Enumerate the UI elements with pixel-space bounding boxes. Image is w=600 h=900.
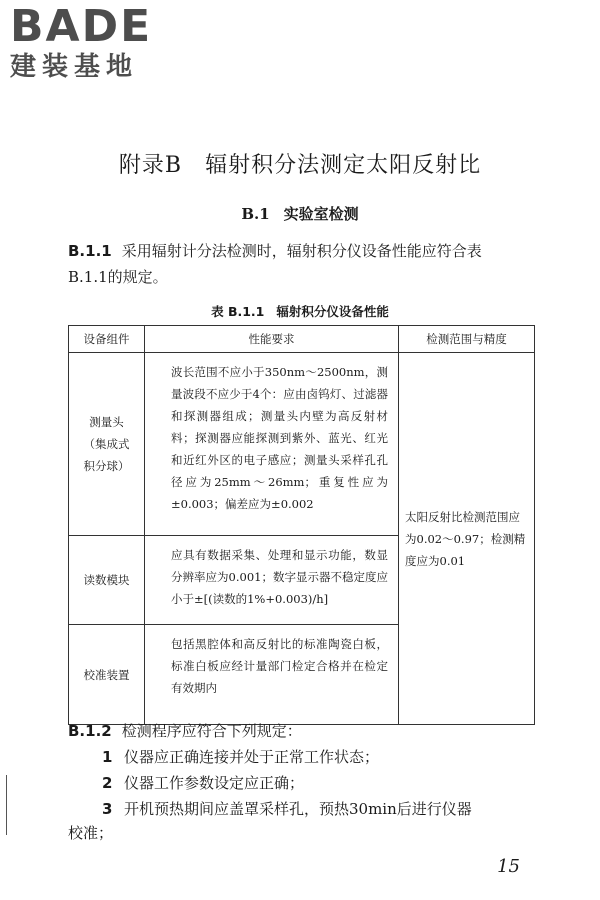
section-title: 实验室检测	[283, 205, 359, 223]
page-number: 15	[497, 856, 520, 877]
table-caption	[0, 302, 600, 320]
component-line: 读数模块	[83, 573, 130, 587]
component-line: 积分球）	[83, 459, 130, 473]
table-caption-title: 辐射积分仪设备性能	[276, 304, 389, 319]
component-cell	[69, 625, 145, 725]
logo-subtitle: 建装基地	[10, 52, 139, 82]
section-number: B.1	[241, 205, 270, 223]
requirement-cell: 应具有数据采集、处理和显示功能，数显分辨率应为0.001；数字显示器不稳定度应小于±[(读数的1%+0.003)/h]	[145, 536, 399, 625]
header-range: 检测范围与精度	[399, 326, 535, 353]
clause-text-line1: 采用辐射计分法检测时，辐射积分仪设备性能应符合表	[121, 242, 482, 260]
clause-b-1-1	[68, 238, 538, 290]
list-item-number: 3	[102, 800, 113, 818]
table-row	[69, 353, 535, 536]
requirement-cell: 波长范围不应小于350nm～2500nm，测量波段不应少于4个：应由卤钨灯、过滤器和探测器组成；测量头内壁为高反射材料；探测器应能探测到紫外、蓝光、红光和近红外区的电子感应；测量头采样孔孔径应为25mm～26mm；重复性应为±0.003；偏差应为±0.002	[145, 353, 399, 536]
clause-number: B.1.2	[68, 722, 112, 740]
table-caption-number: 表 B.1.1	[211, 304, 265, 319]
clause-b-1-2	[68, 718, 538, 744]
clause-text-line2: B.1.1的规定。	[68, 268, 168, 286]
list-item	[102, 796, 542, 822]
list-item-text: 仪器工作参数设定应正确；	[124, 774, 305, 792]
header-requirement: 性能要求	[145, 326, 399, 353]
component-line: （集成式	[83, 437, 130, 451]
equipment-performance-table	[68, 325, 535, 725]
clause-number: B.1.1	[68, 242, 112, 260]
header-component: 设备组件	[69, 326, 145, 353]
appendix-title: 附录B 辐射积分法测定太阳反射比	[118, 153, 482, 178]
list-item-number: 2	[102, 774, 113, 792]
list-item-text: 开机预热期间应盖罩采样孔，预热30min后进行仪器	[124, 800, 472, 818]
range-precision-cell: 太阳反射比检测范围应为0.02～0.97；检测精度应为0.01	[399, 353, 535, 725]
section-heading	[0, 203, 600, 224]
logo-wordmark: BADE	[10, 1, 153, 52]
table-header-row	[69, 326, 535, 353]
list-item-number: 1	[102, 748, 113, 766]
list-item	[102, 770, 542, 796]
component-cell	[69, 536, 145, 625]
component-line: 测量头	[89, 415, 124, 429]
list-item-text: 仪器应正确连接并处于正常工作状态；	[124, 748, 380, 766]
list-item	[102, 744, 542, 770]
list-item-continuation: 校准；	[68, 824, 114, 842]
margin-rule	[6, 775, 7, 835]
clause-text: 检测程序应符合下列规定：	[121, 722, 302, 740]
component-line: 校准装置	[83, 667, 130, 682]
logo	[10, 1, 180, 82]
component-cell	[69, 353, 145, 536]
requirement-cell: 包括黑腔体和高反射比的标准陶瓷白板，标准白板应经计量部门检定合格并在检定有效期内	[145, 625, 399, 725]
